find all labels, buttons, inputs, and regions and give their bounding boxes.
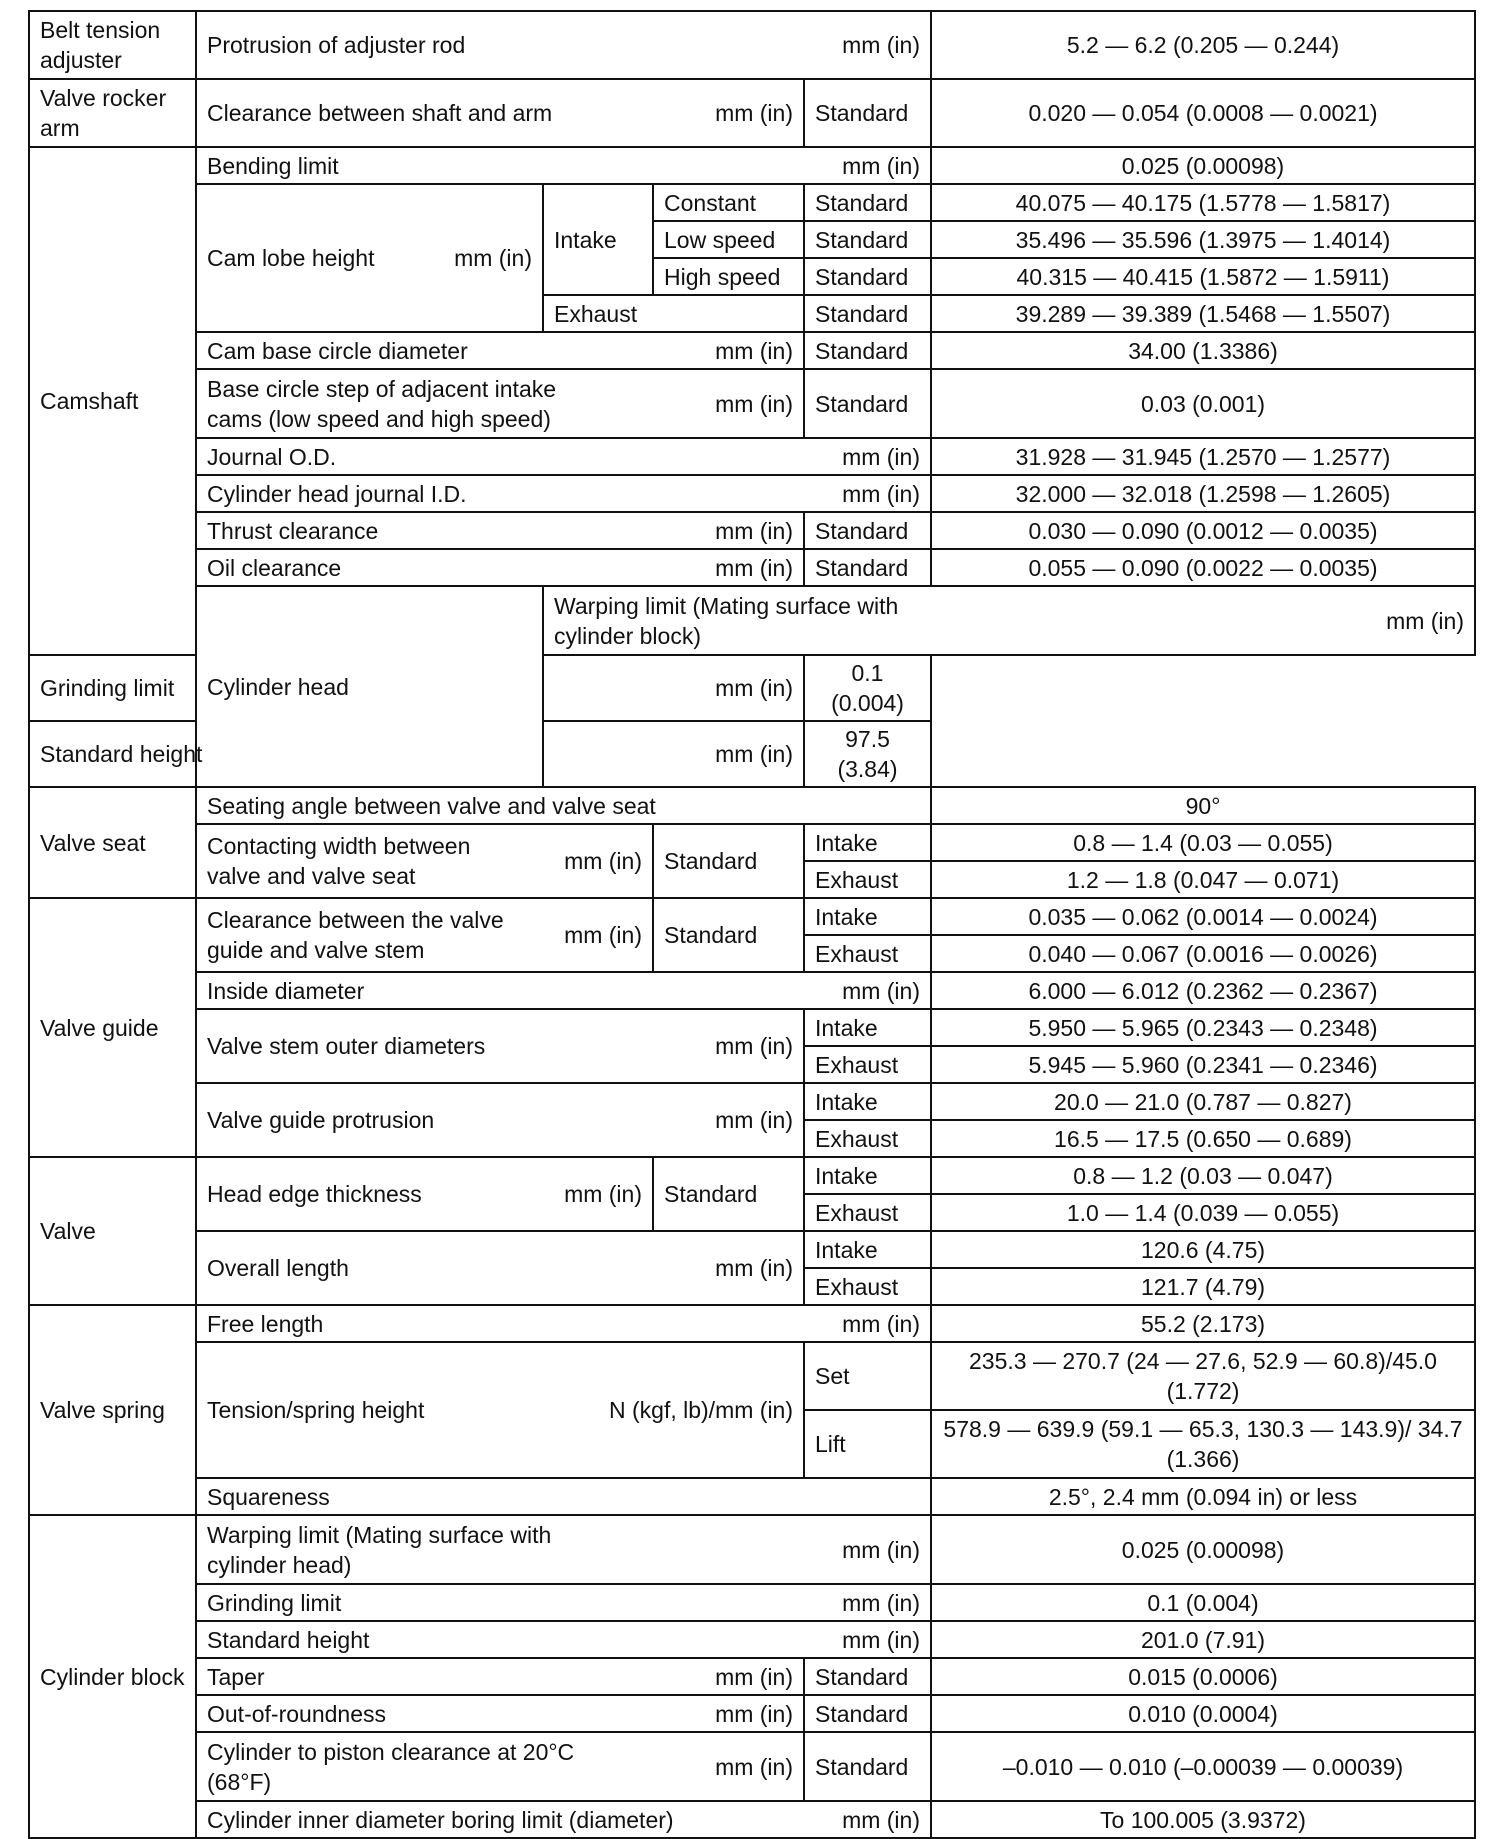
unit-label: mm (in) <box>842 32 920 58</box>
table-row <box>29 549 1475 586</box>
spec-value: 39.289 — 39.389 (1.5468 — 1.5507) <box>931 295 1475 332</box>
spec-label: Grinding limit <box>40 675 175 701</box>
table-row <box>29 332 1475 369</box>
spec-label: Head edge thickness <box>207 1181 422 1207</box>
spec-item <box>196 1621 931 1658</box>
table-row <box>29 1231 1475 1268</box>
spec-label: Out-of-roundness <box>207 1700 386 1727</box>
spec-value: 5.2 — 6.2 (0.205 — 0.244) <box>931 11 1475 79</box>
spec-value: 34.00 (1.3386) <box>931 332 1475 369</box>
spec-value: 1.0 — 1.4 (0.039 — 0.055) <box>931 1194 1475 1231</box>
table-row <box>29 11 1475 79</box>
unit-label: mm (in) <box>842 443 920 470</box>
unit-label: mm (in) <box>564 848 642 874</box>
spec-label: Valve guide protrusion <box>207 1107 435 1133</box>
spec-value: 0.055 — 0.090 (0.0022 — 0.0035) <box>931 549 1475 586</box>
exhaust-label: Exhaust <box>804 1120 931 1157</box>
spec-item <box>196 147 931 184</box>
spec-value: 35.496 — 35.596 (1.3975 — 1.4014) <box>931 221 1475 258</box>
spec-label: Base circle step of adjacent intake cams (low speed and high speed) <box>207 375 557 432</box>
spec-label: Overall length <box>207 1255 349 1281</box>
spec-item <box>196 1157 653 1231</box>
spec-label: Standard height <box>207 1626 370 1653</box>
unit-label: mm (in) <box>715 100 793 126</box>
spec-value: 40.075 — 40.175 (1.5778 — 1.5817) <box>931 184 1475 221</box>
spec-value: 0.010 (0.0004) <box>931 1695 1475 1732</box>
table-row <box>29 1584 1475 1621</box>
table-row <box>29 79 1475 147</box>
spec-item <box>196 1231 804 1305</box>
spec-value: 16.5 — 17.5 (0.650 — 0.689) <box>931 1120 1475 1157</box>
exhaust-label: Exhaust <box>804 1046 931 1083</box>
spec-item <box>29 655 804 721</box>
spec-value: –0.010 — 0.010 (–0.00039 — 0.00039) <box>931 1732 1475 1801</box>
spec-item <box>196 1009 804 1083</box>
spec-label: Clearance between shaft and arm <box>207 100 553 126</box>
lift-label: Lift <box>804 1410 931 1478</box>
spec-item <box>543 586 1475 655</box>
spec-label: Clearance between the valve guide and valve stem <box>207 907 504 963</box>
unit-label: mm (in) <box>715 1753 793 1780</box>
unit-label: mm (in) <box>715 1107 793 1133</box>
intake-label: Intake <box>804 1231 931 1268</box>
spec-value: 0.015 (0.0006) <box>931 1658 1475 1695</box>
intake-label: Intake <box>804 1083 931 1120</box>
spec-item <box>196 1695 804 1732</box>
spec-value: 5.950 — 5.965 (0.2343 — 0.2348) <box>931 1009 1475 1046</box>
unit-label: mm (in) <box>842 152 920 179</box>
spec-value: 0.1 (0.004) <box>804 655 931 721</box>
spec-label: Warping limit (Mating surface with cylinder head) <box>207 1521 552 1578</box>
intake-label: Intake <box>804 1157 931 1194</box>
spec-value: 97.5 (3.84) <box>804 721 931 787</box>
spec-value: 1.2 — 1.8 (0.047 — 0.071) <box>931 861 1475 898</box>
spec-item <box>196 369 804 438</box>
unit-label: mm (in) <box>715 1033 793 1059</box>
unit-label: mm (in) <box>1386 607 1464 634</box>
spec-label: Valve stem outer diameters <box>207 1033 486 1059</box>
table-row <box>29 1305 1475 1342</box>
standard-label: Standard <box>653 824 804 898</box>
table-row <box>29 369 1475 438</box>
spec-item <box>196 184 543 332</box>
spec-item <box>196 1515 931 1584</box>
spec-item <box>196 512 804 549</box>
unit-label: mm (in) <box>842 1589 920 1616</box>
spec-value: 0.025 (0.00098) <box>931 147 1475 184</box>
spec-value: 235.3 — 270.7 (24 — 27.6, 52.9 — 60.8)/45.0 (1.772) <box>931 1342 1475 1410</box>
table-row <box>29 1342 1475 1410</box>
standard-label: Standard <box>804 184 931 221</box>
spec-label: Journal O.D. <box>207 443 337 470</box>
unit-label: N (kgf, lb)/mm (in) <box>609 1397 793 1423</box>
unit-label: mm (in) <box>564 1181 642 1207</box>
spec-label: Cam lobe height <box>207 245 375 271</box>
table-row <box>29 898 1475 935</box>
table-row <box>29 1621 1475 1658</box>
spec-item <box>196 824 653 898</box>
standard-label: Standard <box>804 332 931 369</box>
specification-sheet <box>28 10 1474 1839</box>
spec-item <box>196 79 804 147</box>
standard-label: Standard <box>653 1157 804 1231</box>
standard-label: Standard <box>804 549 931 586</box>
spec-label: Oil clearance <box>207 554 342 581</box>
component-belt-tension-adjuster: Belt tension adjuster <box>29 11 196 79</box>
unit-label: mm (in) <box>842 977 920 1004</box>
standard-label: Standard <box>804 512 931 549</box>
spec-value: 0.040 — 0.067 (0.0016 — 0.0026) <box>931 935 1475 972</box>
spec-item: Seating angle between valve and valve seat <box>196 787 931 824</box>
speed-label: Constant <box>653 184 804 221</box>
standard-label: Standard <box>804 258 931 295</box>
unit-label: mm (in) <box>842 1626 920 1653</box>
unit-label: mm (in) <box>454 245 532 271</box>
table-row <box>29 512 1475 549</box>
spec-value: 201.0 (7.91) <box>931 1621 1475 1658</box>
spec-item <box>196 332 804 369</box>
table-row <box>29 586 1475 655</box>
spec-item <box>29 721 804 787</box>
unit-label: mm (in) <box>715 1700 793 1727</box>
table-row <box>29 1732 1475 1801</box>
spec-label: Free length <box>207 1310 324 1337</box>
spec-value: 2.5°, 2.4 mm (0.094 in) or less <box>931 1478 1475 1515</box>
spec-item <box>196 1732 804 1801</box>
spec-value: 0.030 — 0.090 (0.0012 — 0.0035) <box>931 512 1475 549</box>
table-row <box>29 787 1475 824</box>
spec-value: 5.945 — 5.960 (0.2341 — 0.2346) <box>931 1046 1475 1083</box>
spec-item <box>196 972 931 1009</box>
spec-item <box>196 1305 931 1342</box>
spec-label: Thrust clearance <box>207 517 379 544</box>
spec-value: 31.928 — 31.945 (1.2570 — 1.2577) <box>931 438 1475 475</box>
component-valve-rocker-arm: Valve rocker arm <box>29 79 196 147</box>
unit-label: mm (in) <box>715 675 793 701</box>
standard-label: Standard <box>804 221 931 258</box>
table-row <box>29 721 1475 787</box>
unit-label: mm (in) <box>842 480 920 507</box>
component-valve-seat: Valve seat <box>29 787 196 898</box>
component-cylinder-block: Cylinder block <box>29 1515 196 1838</box>
spec-value: 90° <box>931 787 1475 824</box>
spec-item <box>196 1342 804 1478</box>
standard-label: Standard <box>804 295 931 332</box>
spec-label: Taper <box>207 1663 265 1690</box>
spec-value: 0.025 (0.00098) <box>931 1515 1475 1584</box>
spec-item: Squareness <box>196 1478 931 1515</box>
unit-label: mm (in) <box>715 1663 793 1690</box>
intake-label: Intake <box>543 184 653 295</box>
component-cylinder-head: Cylinder head <box>196 586 543 787</box>
spec-label: Cylinder to piston clearance at 20°C (68°F) <box>207 1738 575 1795</box>
spec-label: Cylinder inner diameter boring limit (diameter) <box>207 1806 674 1833</box>
spec-label: Tension/spring height <box>207 1397 425 1423</box>
spec-item <box>196 1083 804 1157</box>
exhaust-label: Exhaust <box>804 935 931 972</box>
exhaust-label: Exhaust <box>804 1194 931 1231</box>
spec-value: 0.8 — 1.2 (0.03 — 0.047) <box>931 1157 1475 1194</box>
table-row <box>29 972 1475 1009</box>
standard-label: Standard <box>804 1658 931 1695</box>
spec-label: Protrusion of adjuster rod <box>207 32 466 58</box>
intake-label: Intake <box>804 824 931 861</box>
spec-item <box>196 549 804 586</box>
unit-label: mm (in) <box>715 517 793 544</box>
spec-value: 20.0 — 21.0 (0.787 — 0.827) <box>931 1083 1475 1120</box>
table-row <box>29 438 1475 475</box>
table-row <box>29 475 1475 512</box>
spec-value: 0.020 — 0.054 (0.0008 — 0.0021) <box>931 79 1475 147</box>
standard-label: Standard <box>804 369 931 438</box>
spec-value: 6.000 — 6.012 (0.2362 — 0.2367) <box>931 972 1475 1009</box>
spec-label: Cam base circle diameter <box>207 337 468 364</box>
unit-label: mm (in) <box>564 922 642 948</box>
exhaust-label: Exhaust <box>804 1268 931 1305</box>
speed-label: High speed <box>653 258 804 295</box>
intake-label: Intake <box>804 898 931 935</box>
table-row <box>29 1478 1475 1515</box>
spec-label: Standard height <box>40 741 203 767</box>
intake-label: Intake <box>804 1009 931 1046</box>
spec-value: 121.7 (4.79) <box>931 1268 1475 1305</box>
table-row <box>29 1515 1475 1584</box>
unit-label: mm (in) <box>715 1255 793 1281</box>
standard-label: Standard <box>804 1695 931 1732</box>
standard-label: Standard <box>804 1732 931 1801</box>
spec-value: 0.035 — 0.062 (0.0014 — 0.0024) <box>931 898 1475 935</box>
standard-label: Standard <box>804 79 931 147</box>
spec-item <box>196 898 653 972</box>
set-label: Set <box>804 1342 931 1410</box>
table-row <box>29 824 1475 861</box>
spec-label: Cylinder head journal I.D. <box>207 480 467 507</box>
spec-label: Grinding limit <box>207 1589 342 1616</box>
spec-value: 0.03 (0.001) <box>931 369 1475 438</box>
spec-value: 120.6 (4.75) <box>931 1231 1475 1268</box>
table-row <box>29 1009 1475 1046</box>
spec-value: 55.2 (2.173) <box>931 1305 1475 1342</box>
component-valve-spring: Valve spring <box>29 1305 196 1515</box>
spec-item <box>196 11 931 79</box>
spec-value: 32.000 — 32.018 (1.2598 — 1.2605) <box>931 475 1475 512</box>
spec-value: 40.315 — 40.415 (1.5872 — 1.5911) <box>931 258 1475 295</box>
table-row <box>29 147 1475 184</box>
spec-table <box>28 10 1476 1839</box>
table-row <box>29 184 1475 221</box>
spec-label: Contacting width between valve and valve seat <box>207 833 471 889</box>
spec-value: 0.1 (0.004) <box>931 1584 1475 1621</box>
table-row <box>29 1157 1475 1194</box>
spec-label: Inside diameter <box>207 977 365 1004</box>
component-valve: Valve <box>29 1157 196 1305</box>
spec-item <box>196 438 931 475</box>
spec-label: Bending limit <box>207 152 339 179</box>
table-row <box>29 1658 1475 1695</box>
table-row <box>29 1083 1475 1120</box>
unit-label: mm (in) <box>715 554 793 581</box>
unit-label: mm (in) <box>715 390 793 417</box>
spec-value: 578.9 — 639.9 (59.1 — 65.3, 130.3 — 143.9)/ 34.7 (1.366) <box>931 1410 1475 1478</box>
unit-label: mm (in) <box>842 1806 920 1833</box>
unit-label: mm (in) <box>715 741 793 767</box>
spec-item <box>196 1658 804 1695</box>
spec-value: 0.8 — 1.4 (0.03 — 0.055) <box>931 824 1475 861</box>
spec-label: Warping limit (Mating surface with cylinder block) <box>554 592 899 649</box>
table-row <box>29 1695 1475 1732</box>
component-camshaft: Camshaft <box>29 147 196 655</box>
component-valve-guide: Valve guide <box>29 898 196 1157</box>
unit-label: mm (in) <box>715 337 793 364</box>
standard-label: Standard <box>653 898 804 972</box>
unit-label: mm (in) <box>842 1536 920 1563</box>
spec-item <box>196 1584 931 1621</box>
exhaust-label: Exhaust <box>804 861 931 898</box>
spec-item <box>196 475 931 512</box>
exhaust-label: Exhaust <box>543 295 804 332</box>
speed-label: Low speed <box>653 221 804 258</box>
unit-label: mm (in) <box>842 1310 920 1337</box>
spec-value: To 100.005 (3.9372) <box>931 1801 1475 1838</box>
